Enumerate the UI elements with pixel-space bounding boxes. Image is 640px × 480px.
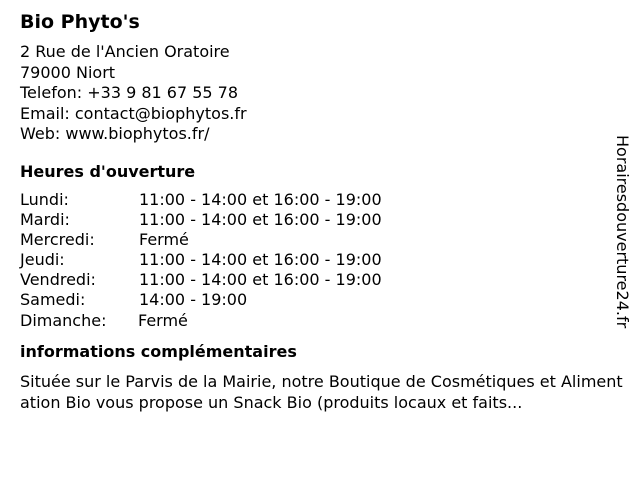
email-address: Email: contact@biophytos.fr (20, 103, 247, 123)
day-label: Vendredi: (20, 270, 96, 290)
hours-row-wednesday (20, 230, 620, 250)
phone-number: Telefon: +33 9 81 67 55 78 (20, 83, 239, 102)
day-label: Jeudi: (20, 250, 65, 270)
hours-row-thursday (20, 250, 620, 270)
day-hours: 14:00 - 19:00 (139, 290, 248, 310)
opening-hours-table (20, 190, 620, 331)
additional-info-text: Située sur le Parvis de la Mairie, notre Boutique de Cosmétiques et Alimentation Bio vous propose un Snack Bio (produits locaux et faits... (20, 371, 623, 413)
day-hours: Fermé (138, 310, 188, 330)
day-hours: 11:00 - 14:00 et 16:00 - 19:00 (139, 209, 382, 229)
hours-row-sunday (20, 311, 620, 331)
hours-row-friday (20, 270, 620, 290)
day-hours: 11:00 - 14:00 et 16:00 - 19:00 (139, 189, 382, 209)
day-hours: 11:00 - 14:00 et 16:00 - 19:00 (139, 270, 382, 290)
day-label: Mercredi: (20, 229, 95, 249)
hours-row-saturday (20, 290, 620, 310)
address-street: 2 Rue de l'Ancien Oratoire (20, 42, 230, 61)
additional-info-heading: informations complémentaires (20, 341, 297, 361)
hours-row-monday (20, 190, 620, 210)
day-label: Lundi: (20, 189, 69, 209)
opening-hours-heading: Heures d'ouverture (20, 161, 196, 181)
day-hours: Fermé (139, 229, 189, 249)
day-label: Mardi: (20, 209, 70, 229)
site-watermark: Horairesdouverture24.fr (613, 135, 632, 329)
hours-row-tuesday (20, 210, 620, 230)
day-hours: 11:00 - 14:00 et 16:00 - 19:00 (139, 250, 382, 270)
website-url: Web: www.biophytos.fr/ (20, 124, 210, 143)
day-label: Samedi: (20, 290, 86, 310)
address-block (20, 42, 620, 145)
address-city: 79000 Niort (20, 62, 116, 82)
business-name: Bio Phyto's (20, 11, 140, 33)
day-label: Dimanche: (20, 310, 107, 330)
